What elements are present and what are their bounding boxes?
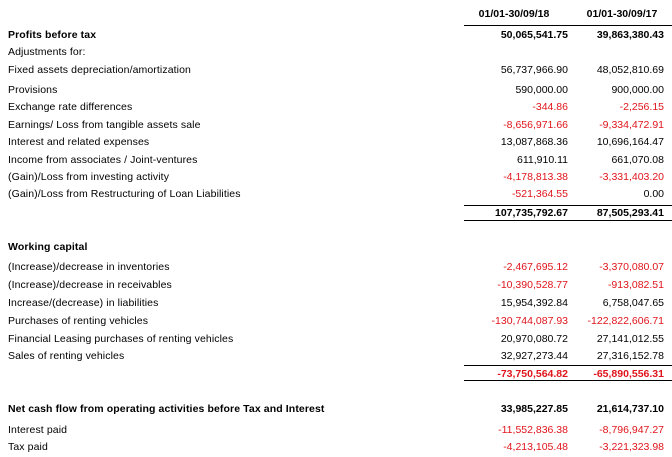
header-rule	[464, 25, 672, 26]
table-row	[0, 119, 672, 135]
table-row	[0, 279, 672, 295]
value-2018: -4,178,813.38	[503, 171, 568, 183]
row-label: Increase/(decrease) in liabilities	[8, 297, 159, 309]
row-label: Provisions	[8, 84, 58, 96]
table-row	[0, 368, 672, 384]
row-label: (Increase)/decrease in inventories	[8, 261, 170, 273]
value-2018: -2,467,695.12	[503, 261, 568, 273]
value-2017: 87,505,293.41	[596, 207, 664, 219]
value-2018: 56,737,966.90	[500, 64, 568, 76]
row-label: Purchases of renting vehicles	[8, 315, 149, 327]
value-2018: 15,954,392.84	[500, 297, 568, 309]
value-2017: -122,822,606.71	[587, 315, 664, 327]
value-2017: 0.00	[643, 188, 664, 200]
value-2018: 20,970,080.72	[500, 333, 568, 345]
value-2017: -2,256.15	[619, 101, 664, 113]
row-label: Adjustments for:	[8, 46, 86, 58]
table-row	[0, 241, 672, 257]
table-row	[0, 297, 672, 313]
working-capital-rule-top	[464, 365, 672, 366]
value-2018: 13,087,868.36	[500, 136, 568, 148]
subtotal-rule-bottom	[464, 220, 672, 221]
row-label: Interest paid	[8, 424, 68, 436]
value-2017: -3,370,080.07	[599, 261, 664, 273]
column-header-2017: 01/01-30/09/17	[586, 8, 658, 20]
value-2017: -913,082.51	[607, 279, 664, 291]
value-2017: 661,070.08	[611, 154, 664, 166]
table-row	[0, 29, 672, 45]
table-row	[0, 154, 672, 170]
row-label: (Gain)/Loss from investing activity	[8, 171, 170, 183]
table-row	[0, 136, 672, 152]
value-2017: 21,614,737.10	[596, 403, 664, 415]
table-row	[0, 403, 672, 419]
subtotal-rule-top	[464, 205, 672, 206]
table-row	[0, 261, 672, 277]
value-2017: -9,334,472.91	[599, 119, 664, 131]
value-2018: -130,744,087.93	[491, 315, 568, 327]
value-2017: 27,316,152.78	[596, 350, 664, 362]
table-row	[0, 424, 672, 440]
row-label: Income from associates / Joint-ventures	[8, 154, 198, 166]
row-label: Working capital	[8, 241, 88, 253]
value-2018: 590,000.00	[515, 84, 568, 96]
table-row	[0, 64, 672, 80]
value-2017: -3,221,323.98	[599, 441, 664, 453]
value-2017: 27,141,012.55	[596, 333, 664, 345]
row-label: Financial Leasing purchases of renting vehicles	[8, 333, 234, 345]
table-row	[0, 350, 672, 366]
table-row	[0, 441, 672, 457]
value-2018: 32,927,273.44	[500, 350, 568, 362]
value-2017: -8,796,947.27	[599, 424, 664, 436]
value-2018: -11,552,836.38	[498, 424, 568, 436]
value-2018: 611,910.11	[517, 154, 568, 166]
table-row	[0, 101, 672, 117]
row-label: Fixed assets depreciation/amortization	[8, 64, 191, 76]
value-2018: 33,985,227.85	[500, 403, 568, 415]
value-2018: -344.86	[532, 101, 568, 113]
row-label: Profits before tax	[8, 29, 97, 41]
row-label: Exchange rate differences	[8, 101, 133, 113]
value-2017: 39,863,380.43	[596, 29, 664, 41]
value-2018: 107,735,792.67	[495, 207, 568, 219]
table-row	[0, 46, 672, 62]
value-2018: -10,390,528.77	[497, 279, 568, 291]
table-row	[0, 188, 672, 204]
working-capital-rule-bottom	[464, 380, 672, 381]
value-2018: -4,213,105.48	[503, 441, 568, 453]
table-row	[0, 84, 672, 100]
row-label: (Increase)/decrease in receivables	[8, 279, 172, 291]
row-label: Sales of renting vehicles	[8, 350, 125, 362]
row-label: (Gain)/Loss from Restructuring of Loan Liabilities	[8, 188, 241, 200]
value-2017: -65,890,556.31	[593, 368, 664, 380]
value-2017: 6,758,047.65	[602, 297, 664, 309]
table-row	[0, 315, 672, 331]
value-2018: -521,364.55	[511, 188, 568, 200]
row-label: Interest and related expenses	[8, 136, 150, 148]
row-label: Earnings/ Loss from tangible assets sale	[8, 119, 201, 131]
table-row	[0, 171, 672, 187]
value-2017: 10,696,164.47	[596, 136, 664, 148]
value-2017: 48,052,810.69	[596, 64, 664, 76]
value-2018: -73,750,564.82	[497, 368, 568, 380]
row-label: Tax paid	[8, 441, 48, 453]
value-2018: 50,065,541.75	[500, 29, 568, 41]
value-2017: 900,000.00	[611, 84, 664, 96]
column-header-2018: 01/01-30/09/18	[478, 8, 550, 20]
value-2018: -8,656,971.66	[503, 119, 568, 131]
table-row	[0, 333, 672, 349]
value-2017: -3,331,403.20	[599, 171, 664, 183]
row-label: Net cash flow from operating activities before Tax and Interest	[8, 403, 325, 415]
